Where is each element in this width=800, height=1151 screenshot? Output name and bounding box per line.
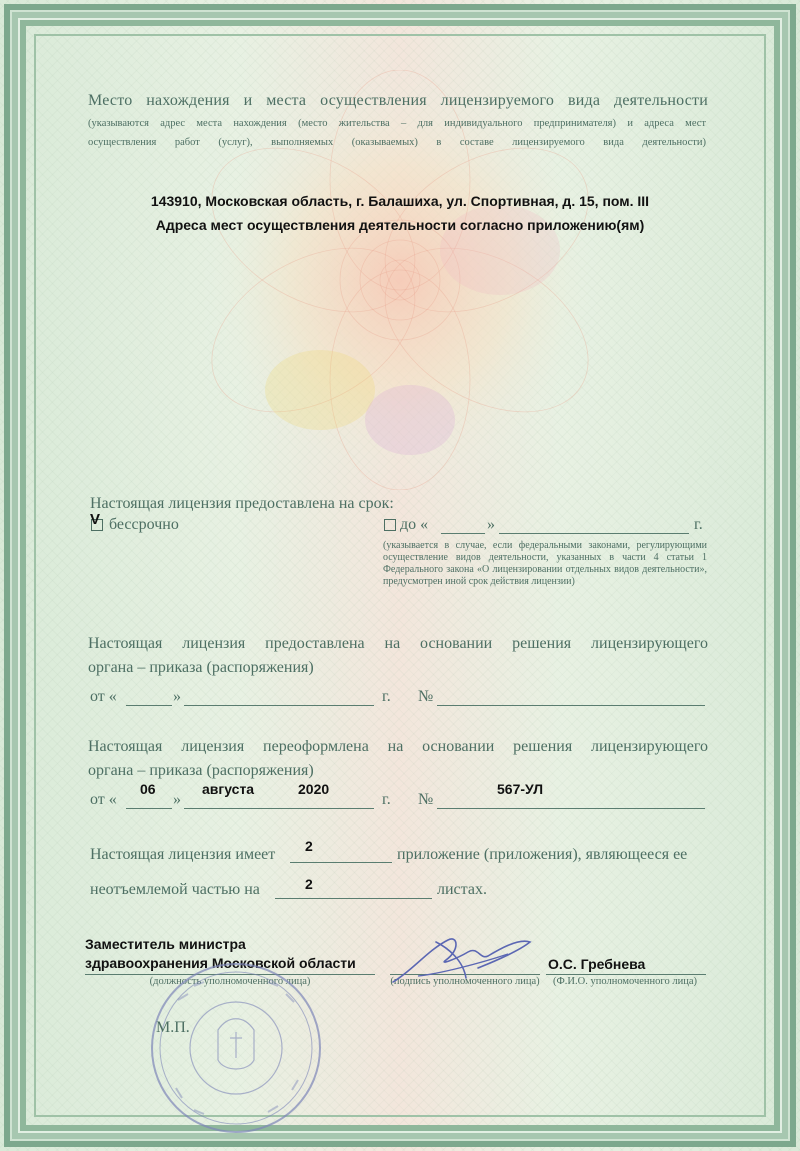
- appendix-line1-prefix: Настоящая лицензия имеет: [90, 846, 276, 863]
- license-address: 143910, Московская область, г. Балашиха, ул. Спортивная, д. 15, пом. III: [150, 193, 650, 209]
- reissue-date-line: [184, 808, 374, 809]
- addresses-note: Адреса мест осуществления деятельности согласно приложению(ям): [155, 217, 645, 233]
- official-seal: [148, 960, 324, 1136]
- reissue-line2: органа – приказа (распоряжения): [88, 762, 314, 779]
- stamp-label: М.П.: [156, 1019, 190, 1036]
- basis-quote: »: [173, 688, 181, 705]
- reissue-number-sign: №: [418, 791, 434, 808]
- term-indefinite-option: бессрочно: [109, 516, 179, 533]
- basis-number-line: [437, 705, 705, 706]
- official-position-line1: Заместитель министра: [85, 936, 246, 952]
- reissue-paragraph: [88, 735, 708, 783]
- term-note: (указывается в случае, если федеральными законами, регулирующими осуществление видов деятельности, указанных в части 4 статьи 1 Федерального закона «О лицензировании отдельных видов деятельности», предусмотрен иной срок действия лицензии): [383, 540, 707, 587]
- appendix-count-line: [290, 862, 392, 863]
- term-until-prefix: до «: [400, 516, 429, 533]
- location-note-line2: осуществления работ (услуг), выполняемых (оказываемых) в составе лицензируемого вида деятельности): [88, 137, 706, 148]
- reissue-day-line: [126, 808, 172, 809]
- appendix-count: 2: [305, 838, 313, 854]
- checkbox-mark: V: [90, 511, 101, 528]
- basis-number-sign: №: [418, 688, 434, 705]
- basis-paragraph: [88, 632, 708, 680]
- official-position-line2: здравоохранения Московской области: [85, 955, 356, 971]
- appendix-line1-suffix: приложение (приложения), являющееся ее: [397, 846, 688, 863]
- term-until-year: г.: [694, 516, 703, 533]
- basis-year: г.: [382, 688, 391, 705]
- location-note-line1: (указываются адрес места нахождения (место жительства – для индивидуального предпринимателя) и адреса мест: [88, 118, 706, 129]
- reissue-day: 06: [140, 781, 156, 797]
- term-label: Настоящая лицензия предоставлена на срок:: [90, 495, 394, 512]
- reissue-quote: »: [173, 791, 181, 808]
- reissue-line1: Настоящая лицензия переоформлена на основании решения лицензирующего: [88, 738, 708, 755]
- reissue-order-number: 567-УЛ: [497, 781, 544, 797]
- name-line: [546, 974, 706, 975]
- appendix-line2-prefix: неотъемлемой частью на: [90, 881, 260, 898]
- appendix-line2-suffix: листах.: [437, 881, 487, 898]
- basis-date-line: [184, 705, 374, 706]
- reissue-year-value: 2020: [298, 781, 330, 797]
- official-name: О.С. Гребнева: [548, 956, 646, 972]
- until-day-line: [441, 533, 485, 534]
- basis-from-prefix: от «: [90, 688, 117, 705]
- location-heading: Место нахождения и места осуществления лицензируемого вида деятельности: [88, 92, 708, 109]
- reissue-year-suffix: г.: [382, 791, 391, 808]
- reissue-number-line: [437, 808, 705, 809]
- handwritten-signature: [388, 930, 538, 990]
- basis-line2: органа – приказа (распоряжения): [88, 659, 314, 676]
- term-until-quote: »: [487, 516, 495, 533]
- signature-caption: (подпись уполномоченного лица): [390, 976, 540, 987]
- sheet-count: 2: [305, 876, 313, 892]
- basis-day-line: [126, 705, 172, 706]
- reissue-from-prefix: от «: [90, 791, 117, 808]
- position-caption: (должность уполномоченного лица): [149, 976, 311, 987]
- sheet-count-line: [275, 898, 432, 899]
- basis-line1: Настоящая лицензия предоставлена на основании решения лицензирующего: [88, 635, 708, 652]
- name-caption: (Ф.И.О. уполномоченного лица): [553, 976, 697, 987]
- until-date-line: [499, 533, 689, 534]
- guilloche-rosette: [200, 70, 600, 490]
- reissue-month: августа: [202, 781, 255, 797]
- until-checkbox: [384, 519, 396, 531]
